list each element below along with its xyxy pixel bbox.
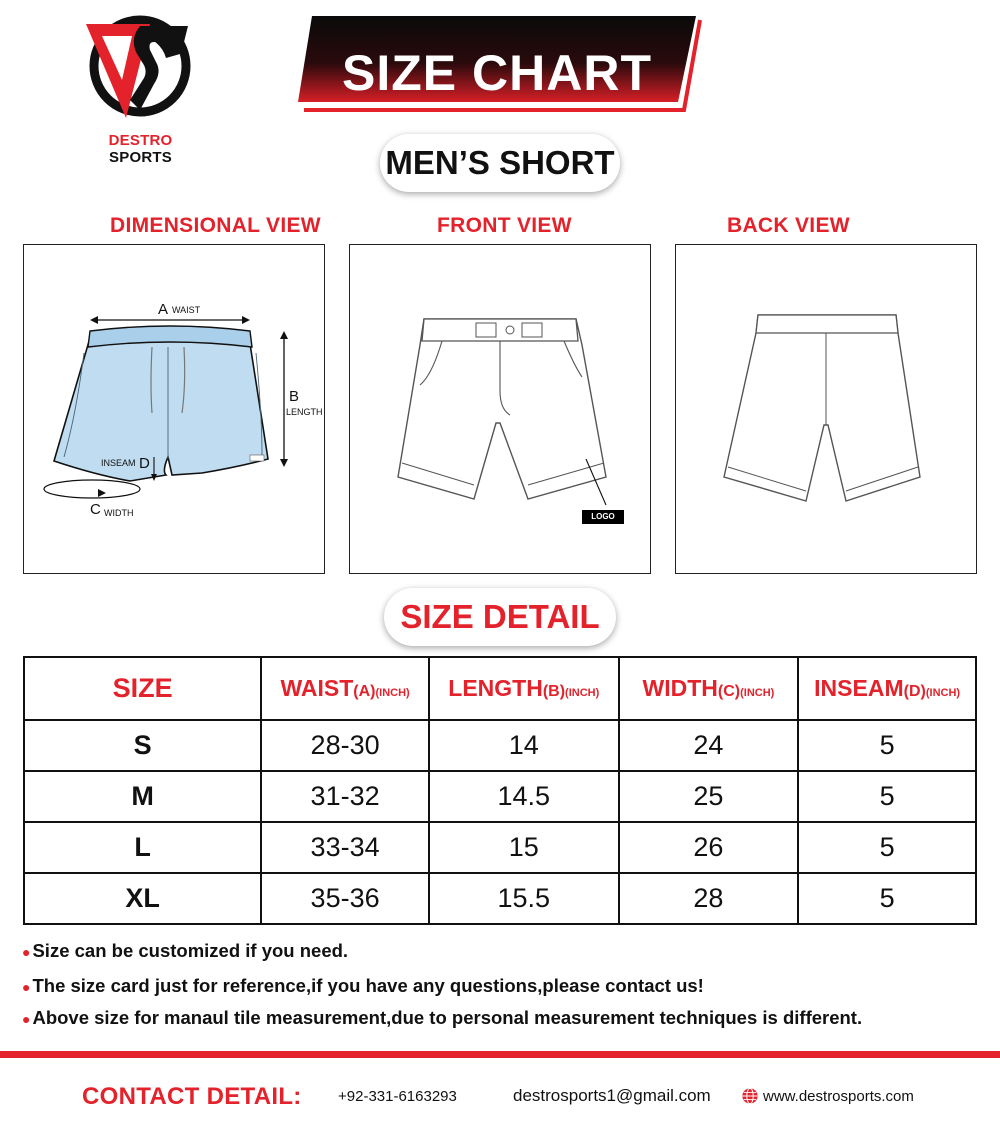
- brand-logo: [78, 14, 203, 166]
- contact-website-text[interactable]: www.destrosports.com: [763, 1088, 914, 1105]
- dim-letter-d: D: [139, 455, 150, 472]
- header-length-key: (B): [542, 683, 566, 700]
- header-width-text: WIDTH: [642, 675, 718, 701]
- size-table: [23, 656, 977, 925]
- dim-waist-label: WAIST: [172, 305, 201, 315]
- table-row: [24, 822, 976, 873]
- contact-email[interactable]: destrosports1@gmail.com: [513, 1086, 711, 1105]
- note-item: [22, 1007, 862, 1029]
- cell-size: XL: [24, 873, 261, 924]
- cell-size: M: [24, 771, 261, 822]
- dim-width-label: WIDTH: [104, 508, 134, 518]
- cell-size: S: [24, 720, 261, 771]
- brand-name-part1: DESTRO: [108, 132, 173, 149]
- header-length: [429, 657, 619, 720]
- header-width-unit: (INCH): [740, 687, 775, 699]
- cell-size: L: [24, 822, 261, 873]
- cell-inseam: 5: [798, 822, 976, 873]
- footer-divider: [0, 1051, 1000, 1058]
- header-waist-key: (A): [353, 683, 376, 700]
- cell-width: 25: [619, 771, 799, 822]
- cell-inseam: 5: [798, 720, 976, 771]
- table-header-row: [24, 657, 976, 720]
- globe-icon: [741, 1087, 759, 1105]
- dimensional-view-panel: [23, 244, 325, 574]
- header-inseam: [798, 657, 976, 720]
- cell-inseam: 5: [798, 873, 976, 924]
- logo-placement-tag: LOGO: [582, 510, 624, 524]
- table-row: [24, 720, 976, 771]
- cell-inseam: 5: [798, 771, 976, 822]
- page-title: SIZE CHART: [342, 45, 652, 101]
- dim-length-label: LENGTH: [286, 407, 323, 417]
- cell-length: 15: [429, 822, 619, 873]
- front-view-panel: [349, 244, 651, 574]
- header-waist-text: WAIST: [280, 675, 354, 701]
- note-text: Above size for manaul tile measurement,due to personal measurement techniques is different.: [32, 1007, 863, 1028]
- dim-letter-a: A: [158, 301, 169, 318]
- header-inseam-unit: (INCH): [925, 687, 961, 699]
- header-width: [619, 657, 799, 720]
- table-row: [24, 771, 976, 822]
- table-row: [24, 873, 976, 924]
- header-size: SIZE: [24, 657, 261, 720]
- bullet-icon: ●: [22, 979, 31, 995]
- note-text: Size can be customized if you need.: [32, 940, 349, 961]
- header-length-unit: (INCH): [565, 687, 600, 699]
- header-inseam-text: INSEAM: [814, 675, 904, 701]
- brand-name: [78, 132, 203, 166]
- header-length-text: LENGTH: [448, 675, 543, 701]
- dim-letter-b: B: [289, 388, 300, 405]
- cell-length: 14: [429, 720, 619, 771]
- cell-waist: 33-34: [261, 822, 429, 873]
- size-detail-title: SIZE DETAIL: [384, 588, 616, 646]
- bullet-icon: ●: [22, 1011, 31, 1027]
- title-banner: [298, 14, 702, 114]
- cell-width: 26: [619, 822, 799, 873]
- dimensional-view-label: DIMENSIONAL VIEW: [110, 214, 321, 237]
- cell-waist: 31-32: [261, 771, 429, 822]
- back-view-panel: [675, 244, 977, 574]
- back-shorts-illustration: [676, 245, 976, 573]
- product-title: MEN’S SHORT: [380, 134, 620, 192]
- note-item: [22, 940, 348, 962]
- cell-waist: 28-30: [261, 720, 429, 771]
- cell-length: 14.5: [429, 771, 619, 822]
- contact-title: CONTACT DETAIL:: [82, 1083, 302, 1110]
- front-view-label: FRONT VIEW: [437, 214, 572, 237]
- header-inseam-key: (D): [903, 683, 926, 700]
- header-waist: [261, 657, 429, 720]
- back-view-label: BACK VIEW: [727, 214, 850, 237]
- dimensional-shorts-illustration: [24, 245, 324, 573]
- cell-width: 24: [619, 720, 799, 771]
- header-width-key: (C): [717, 683, 741, 700]
- header-waist-unit: (INCH): [375, 687, 410, 699]
- contact-website[interactable]: [741, 1087, 914, 1105]
- contact-phone[interactable]: +92-331-6163293: [338, 1088, 457, 1105]
- dim-letter-c: C: [90, 501, 101, 518]
- note-text: The size card just for reference,if you have any questions,please contact us!: [32, 975, 704, 996]
- brand-name-part2: SPORTS: [109, 149, 172, 166]
- note-item: [22, 975, 704, 997]
- ds-monogram-icon: [80, 14, 198, 126]
- bullet-icon: ●: [22, 944, 31, 960]
- cell-length: 15.5: [429, 873, 619, 924]
- cell-waist: 35-36: [261, 873, 429, 924]
- dim-inseam-label: INSEAM: [101, 458, 136, 468]
- cell-width: 28: [619, 873, 799, 924]
